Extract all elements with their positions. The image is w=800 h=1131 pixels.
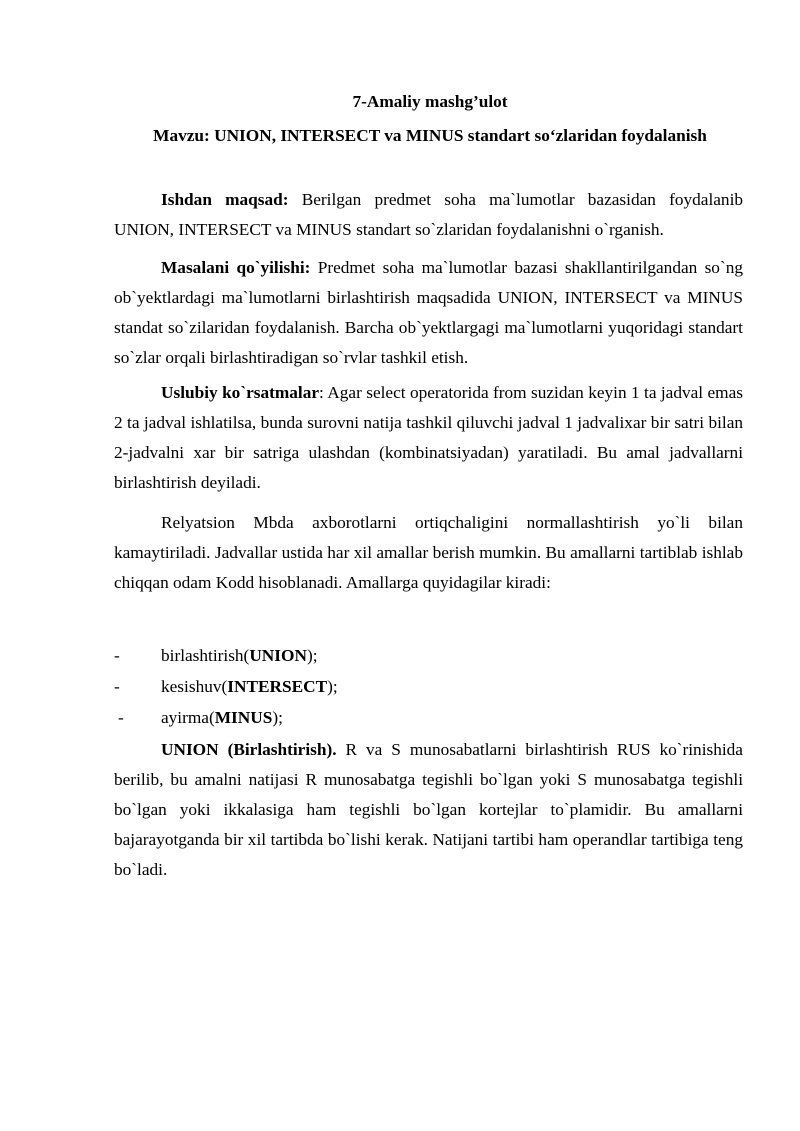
method-text: Agar select operatorida from suzidan keyin 1 ta jadval emas 2 ta jadval ishlatilsa, bunda surovni natija tashkil qiluvchi jadval 1 jadvalixar bir satri bilan 2-jadvalni xar bir satriga ulashdan (kombinatsiyadan) yaratiladi. Bu amal jadvallarni birlashtirish deyiladi. bbox=[114, 383, 744, 492]
task-label: Masalani qo`yilishi: bbox=[161, 258, 311, 277]
purpose-text: Berilgan predmet soha ma`lumotlar bazasidan foydalanib UNION, INTERSECT va MINUS standart so`zlaridan foydalanishni o`rganish. bbox=[114, 190, 744, 239]
relational-text: Relyatsion Mbda axborotlarni ortiqchaligini normallashtirish yo`li bilan kamaytiriladi. Jadvallar ustida har xil amallar berish mumkin. Bu amallarni tartiblab ishlab chiqqan odam Kodd hisoblanadi. Amallarga quyidagilar kiradi: bbox=[114, 513, 743, 592]
method-paragraph bbox=[114, 378, 743, 498]
union-label: UNION (Birlashtirish). bbox=[161, 740, 337, 759]
relational-paragraph bbox=[114, 508, 743, 598]
purpose-label: Ishdan maqsad: bbox=[161, 190, 289, 209]
operation-text: kesishuv(INTERSECT); bbox=[161, 677, 338, 696]
operation-keyword: UNION bbox=[249, 646, 307, 665]
list-dash: - bbox=[114, 677, 120, 696]
task-paragraph bbox=[114, 253, 743, 373]
operation-keyword: INTERSECT bbox=[227, 677, 328, 696]
operation-text: birlashtirish(UNION); bbox=[161, 646, 318, 665]
list-dash: - bbox=[118, 708, 124, 727]
operation-keyword: MINUS bbox=[214, 708, 273, 727]
list-dash: - bbox=[114, 646, 120, 665]
method-label: Uslubiy ko`rsatmalar bbox=[161, 383, 320, 402]
page-title: 7-Amaliy mashg’ulot bbox=[352, 92, 508, 111]
union-text: R va S munosabatlarni birlashtirish RUS ko`rinishida berilib, bu amalni natijasi R munosabatga tegishli bo`lgan yoki S munosabatga tegishli bo`lgan yoki ikkalasiga ham tegishli bo`lgan kortejlar to`plamidir. Bu amallarni bajarayotganda bir xil tartibda bo`lishi kerak. Natijani tartibi ham operandlar tartibiga teng bo`ladi. bbox=[114, 740, 743, 879]
operation-text: ayirma(MINUS); bbox=[161, 708, 283, 727]
method-colon: : bbox=[319, 383, 324, 402]
purpose-paragraph bbox=[114, 185, 743, 245]
topic-subtitle: Mavzu: UNION, INTERSECT va MINUS standart so‘zlaridan foydalanish bbox=[153, 126, 707, 145]
task-text: Predmet soha ma`lumotlar bazasi shakllantirilgandan so`ng ob`yektlardagi ma`lumotlarni birlashtirish maqsadida UNION, INTERSECT va MINUS standat so`zilaridan foydalanish. Barcha ob`yektlargagi ma`lumotlarni yuqoridagi standart so`zlar orqali birlashtiradigan so`rvlar tashkil etish. bbox=[114, 258, 743, 367]
union-paragraph bbox=[114, 735, 743, 885]
